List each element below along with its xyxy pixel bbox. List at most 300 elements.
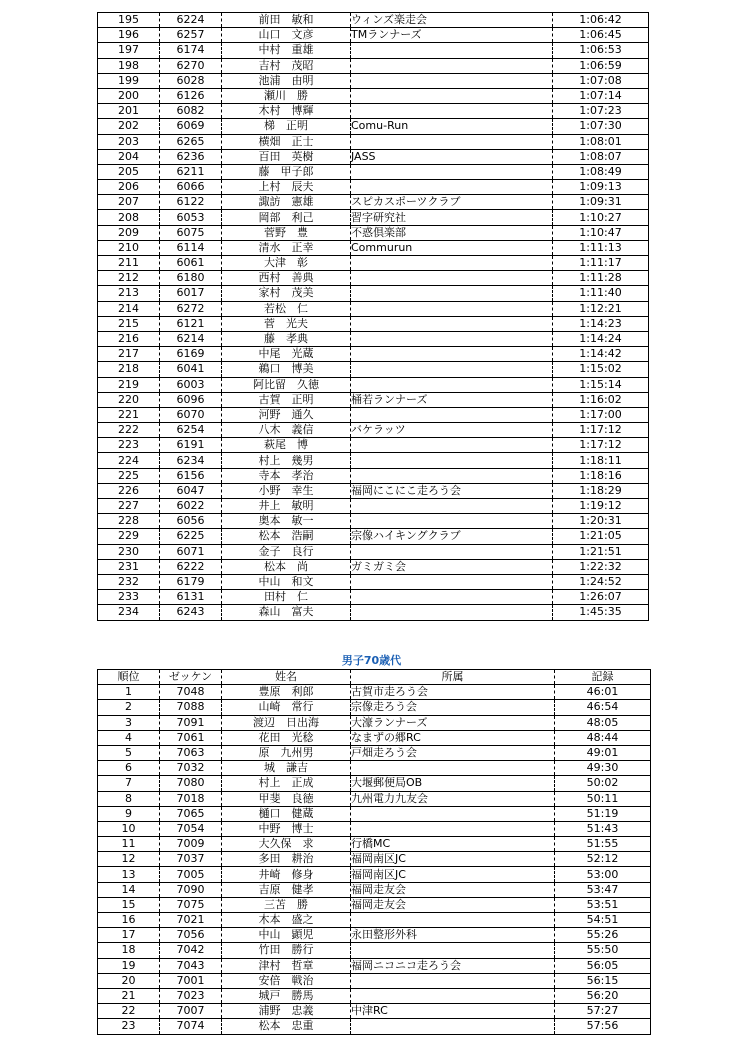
name-cell: 田村 仁 <box>222 590 351 605</box>
rank-cell: 201 <box>98 104 160 119</box>
name-cell: 金子 良行 <box>222 544 351 559</box>
time-cell: 1:14:42 <box>553 347 649 362</box>
name-cell: 安倍 戦治 <box>222 973 351 988</box>
table-row <box>98 1019 651 1034</box>
bib-cell: 6028 <box>160 73 222 88</box>
club-cell: Commurun <box>351 240 553 255</box>
club-cell <box>351 499 553 514</box>
time-cell: 1:26:07 <box>553 590 649 605</box>
name-cell: 八木 義信 <box>222 423 351 438</box>
table-row <box>98 210 649 225</box>
club-cell: 福岡走友会 <box>351 897 555 912</box>
name-cell: 木村 博輝 <box>222 104 351 119</box>
time-cell: 50:11 <box>555 791 651 806</box>
name-cell: 三苫 勝 <box>222 897 351 912</box>
club-cell: 大濠ランナーズ <box>351 715 555 730</box>
club-cell: ウィンズ楽走会 <box>351 13 553 28</box>
table-row <box>98 104 649 119</box>
table-row <box>98 43 649 58</box>
table-row <box>98 761 651 776</box>
bib-cell: 6071 <box>160 544 222 559</box>
name-cell: 瀬川 勝 <box>222 88 351 103</box>
bib-cell: 6243 <box>160 605 222 620</box>
club-cell <box>351 104 553 119</box>
rank-cell: 23 <box>98 1019 160 1034</box>
name-cell: 樋口 健蔵 <box>222 806 351 821</box>
bib-cell: 6191 <box>160 438 222 453</box>
time-cell: 1:06:42 <box>553 13 649 28</box>
club-cell <box>351 301 553 316</box>
name-cell: 村上 正成 <box>222 776 351 791</box>
rank-cell: 207 <box>98 195 160 210</box>
rank-cell: 11 <box>98 837 160 852</box>
rank-cell: 17 <box>98 928 160 943</box>
rank-cell: 10 <box>98 821 160 836</box>
table-row <box>98 58 649 73</box>
time-cell: 52:12 <box>555 852 651 867</box>
rank-cell: 198 <box>98 58 160 73</box>
rank-cell: 22 <box>98 1004 160 1019</box>
results-table-continued <box>97 12 649 621</box>
club-cell <box>351 73 553 88</box>
name-cell: 前田 敏和 <box>222 13 351 28</box>
club-cell <box>351 134 553 149</box>
name-cell: 多田 耕治 <box>222 852 351 867</box>
name-cell: 菅 光夫 <box>222 316 351 331</box>
table-row <box>98 286 649 301</box>
bib-cell: 6061 <box>160 256 222 271</box>
time-cell: 1:09:31 <box>553 195 649 210</box>
rank-cell: 13 <box>98 867 160 882</box>
time-cell: 46:54 <box>555 700 651 715</box>
club-cell <box>351 407 553 422</box>
rank-cell: 227 <box>98 499 160 514</box>
time-cell: 1:21:05 <box>553 529 649 544</box>
header-time: 記録 <box>555 670 651 685</box>
table-row <box>98 791 651 806</box>
table-row <box>98 377 649 392</box>
time-cell: 55:26 <box>555 928 651 943</box>
bib-cell: 6017 <box>160 286 222 301</box>
rank-cell: 225 <box>98 468 160 483</box>
name-cell: 鵜口 博美 <box>222 362 351 377</box>
table-row <box>98 867 651 882</box>
time-cell: 1:18:11 <box>553 453 649 468</box>
time-cell: 56:20 <box>555 988 651 1003</box>
table-row <box>98 88 649 103</box>
rank-cell: 214 <box>98 301 160 316</box>
name-cell: 萩尾 博 <box>222 438 351 453</box>
time-cell: 50:02 <box>555 776 651 791</box>
time-cell: 1:16:02 <box>553 392 649 407</box>
table-row <box>98 544 649 559</box>
name-cell: 諏訪 憲雄 <box>222 195 351 210</box>
rank-cell: 18 <box>98 943 160 958</box>
rank-cell: 220 <box>98 392 160 407</box>
time-cell: 1:07:08 <box>553 73 649 88</box>
time-cell: 1:14:24 <box>553 331 649 346</box>
rank-cell: 216 <box>98 331 160 346</box>
club-cell: 桶若ランナーズ <box>351 392 553 407</box>
club-cell <box>351 43 553 58</box>
bib-cell: 6265 <box>160 134 222 149</box>
bib-cell: 6075 <box>160 225 222 240</box>
rank-cell: 203 <box>98 134 160 149</box>
name-cell: 中尾 光蔵 <box>222 347 351 362</box>
time-cell: 1:17:12 <box>553 423 649 438</box>
bib-cell: 7037 <box>160 852 222 867</box>
rank-cell: 233 <box>98 590 160 605</box>
time-cell: 51:55 <box>555 837 651 852</box>
name-cell: 大久保 求 <box>222 837 351 852</box>
time-cell: 1:19:12 <box>553 499 649 514</box>
table-row <box>98 605 649 620</box>
club-cell <box>351 331 553 346</box>
rank-cell: 211 <box>98 256 160 271</box>
club-cell: 古賀市走ろう会 <box>351 685 555 700</box>
club-cell <box>351 1019 555 1034</box>
time-cell: 1:06:45 <box>553 28 649 43</box>
club-cell: 福岡走友会 <box>351 882 555 897</box>
time-cell: 1:24:52 <box>553 574 649 589</box>
table-row <box>98 700 651 715</box>
table-row <box>98 685 651 700</box>
rank-cell: 224 <box>98 453 160 468</box>
time-cell: 46:01 <box>555 685 651 700</box>
time-cell: 57:27 <box>555 1004 651 1019</box>
bib-cell: 6041 <box>160 362 222 377</box>
bib-cell: 7043 <box>160 958 222 973</box>
club-cell <box>351 973 555 988</box>
bib-cell: 7023 <box>160 988 222 1003</box>
bib-cell: 7042 <box>160 943 222 958</box>
bib-cell: 7075 <box>160 897 222 912</box>
table-row <box>98 574 649 589</box>
table-row <box>98 301 649 316</box>
name-cell: 百田 英樹 <box>222 149 351 164</box>
table-row <box>98 928 651 943</box>
rank-cell: 15 <box>98 897 160 912</box>
table-row <box>98 958 651 973</box>
time-cell: 1:06:53 <box>553 43 649 58</box>
bib-cell: 6222 <box>160 559 222 574</box>
club-cell <box>351 514 553 529</box>
rank-cell: 195 <box>98 13 160 28</box>
bib-cell: 7091 <box>160 715 222 730</box>
club-cell <box>351 943 555 958</box>
rank-cell: 229 <box>98 529 160 544</box>
name-cell: 池浦 由明 <box>222 73 351 88</box>
table-row <box>98 225 649 240</box>
club-cell: 宗像ハイキングクラブ <box>351 529 553 544</box>
rank-cell: 208 <box>98 210 160 225</box>
table-row <box>98 423 649 438</box>
rank-cell: 204 <box>98 149 160 164</box>
table-row <box>98 271 649 286</box>
time-cell: 1:08:01 <box>553 134 649 149</box>
time-cell: 1:45:35 <box>553 605 649 620</box>
name-cell: 上村 辰夫 <box>222 180 351 195</box>
time-cell: 57:56 <box>555 1019 651 1034</box>
results-table-body <box>98 670 651 1035</box>
name-cell: 豊原 利郎 <box>222 685 351 700</box>
table-row <box>98 913 651 928</box>
bib-cell: 7009 <box>160 837 222 852</box>
club-cell: 福岡ニコニコ走ろう会 <box>351 958 555 973</box>
rank-cell: 223 <box>98 438 160 453</box>
bib-cell: 6270 <box>160 58 222 73</box>
bib-cell: 6066 <box>160 180 222 195</box>
name-cell: 奥本 敏一 <box>222 514 351 529</box>
name-cell: 吉村 茂昭 <box>222 58 351 73</box>
time-cell: 1:07:30 <box>553 119 649 134</box>
table-row <box>98 776 651 791</box>
club-cell <box>351 574 553 589</box>
table-row <box>98 149 649 164</box>
results-table-body <box>98 13 649 621</box>
rank-cell: 4 <box>98 730 160 745</box>
club-cell <box>351 453 553 468</box>
bib-cell: 6069 <box>160 119 222 134</box>
rank-cell: 202 <box>98 119 160 134</box>
rank-cell: 3 <box>98 715 160 730</box>
section-title: 男子70歳代 <box>341 654 402 667</box>
club-cell <box>351 761 555 776</box>
table-row <box>98 590 649 605</box>
bib-cell: 6254 <box>160 423 222 438</box>
rank-cell: 232 <box>98 574 160 589</box>
name-cell: 中野 博士 <box>222 821 351 836</box>
time-cell: 1:17:00 <box>553 407 649 422</box>
club-cell <box>351 271 553 286</box>
time-cell: 53:51 <box>555 897 651 912</box>
bib-cell: 6003 <box>160 377 222 392</box>
table-row <box>98 988 651 1003</box>
bib-cell: 6211 <box>160 164 222 179</box>
rank-cell: 197 <box>98 43 160 58</box>
bib-cell: 7063 <box>160 745 222 760</box>
bib-cell: 6070 <box>160 407 222 422</box>
rank-cell: 2 <box>98 700 160 715</box>
name-cell: 中村 重雄 <box>222 43 351 58</box>
table-row <box>98 362 649 377</box>
name-cell: 小野 幸生 <box>222 483 351 498</box>
name-cell: 村上 幾男 <box>222 453 351 468</box>
bib-cell: 6179 <box>160 574 222 589</box>
table-row <box>98 483 649 498</box>
rank-cell: 210 <box>98 240 160 255</box>
bib-cell: 6122 <box>160 195 222 210</box>
table-row <box>98 882 651 897</box>
table-row <box>98 73 649 88</box>
name-cell: 城戸 勝馬 <box>222 988 351 1003</box>
bib-cell: 7032 <box>160 761 222 776</box>
time-cell: 48:05 <box>555 715 651 730</box>
name-cell: 梯 正明 <box>222 119 351 134</box>
club-cell <box>351 988 555 1003</box>
time-cell: 55:50 <box>555 943 651 958</box>
rank-cell: 221 <box>98 407 160 422</box>
bib-cell: 6234 <box>160 453 222 468</box>
table-row <box>98 852 651 867</box>
table-row <box>98 468 649 483</box>
name-cell: 大津 彰 <box>222 256 351 271</box>
name-cell: 浦野 忠義 <box>222 1004 351 1019</box>
name-cell: 甲斐 良徳 <box>222 791 351 806</box>
bib-cell: 7056 <box>160 928 222 943</box>
header-name: 姓名 <box>222 670 351 685</box>
rank-cell: 8 <box>98 791 160 806</box>
time-cell: 48:44 <box>555 730 651 745</box>
bib-cell: 6224 <box>160 13 222 28</box>
table-row <box>98 134 649 149</box>
time-cell: 1:20:31 <box>553 514 649 529</box>
table-row <box>98 119 649 134</box>
bib-cell: 6174 <box>160 43 222 58</box>
time-cell: 1:21:51 <box>553 544 649 559</box>
bib-cell: 6225 <box>160 529 222 544</box>
table-row <box>98 559 649 574</box>
bib-cell: 6236 <box>160 149 222 164</box>
bib-cell: 7001 <box>160 973 222 988</box>
name-cell: 菅野 豊 <box>222 225 351 240</box>
bib-cell: 6056 <box>160 514 222 529</box>
rank-cell: 213 <box>98 286 160 301</box>
bib-cell: 6156 <box>160 468 222 483</box>
club-cell <box>351 806 555 821</box>
club-cell <box>351 913 555 928</box>
time-cell: 1:11:17 <box>553 256 649 271</box>
time-cell: 53:00 <box>555 867 651 882</box>
rank-cell: 1 <box>98 685 160 700</box>
time-cell: 1:22:32 <box>553 559 649 574</box>
header-club: 所属 <box>351 670 555 685</box>
table-row <box>98 730 651 745</box>
table-row <box>98 438 649 453</box>
table-header-row <box>98 670 651 685</box>
name-cell: 渡辺 日出海 <box>222 715 351 730</box>
time-cell: 1:15:14 <box>553 377 649 392</box>
club-cell <box>351 438 553 453</box>
rank-cell: 234 <box>98 605 160 620</box>
name-cell: 森山 富夫 <box>222 605 351 620</box>
header-rank: 順位 <box>98 670 160 685</box>
club-cell: なまずの郷RC <box>351 730 555 745</box>
table-row <box>98 316 649 331</box>
name-cell: 家村 茂美 <box>222 286 351 301</box>
table-row <box>98 1004 651 1019</box>
rank-cell: 222 <box>98 423 160 438</box>
bib-cell: 7005 <box>160 867 222 882</box>
table-row <box>98 943 651 958</box>
bib-cell: 6082 <box>160 104 222 119</box>
club-cell: Comu-Run <box>351 119 553 134</box>
bib-cell: 6131 <box>160 590 222 605</box>
table-row <box>98 973 651 988</box>
rank-cell: 226 <box>98 483 160 498</box>
bib-cell: 6169 <box>160 347 222 362</box>
time-cell: 1:15:02 <box>553 362 649 377</box>
time-cell: 1:10:27 <box>553 210 649 225</box>
bib-cell: 7074 <box>160 1019 222 1034</box>
time-cell: 1:17:12 <box>553 438 649 453</box>
bib-cell: 6114 <box>160 240 222 255</box>
table-row <box>98 180 649 195</box>
bib-cell: 7018 <box>160 791 222 806</box>
club-cell: 福岡にこにこ走ろう会 <box>351 483 553 498</box>
rank-cell: 230 <box>98 544 160 559</box>
name-cell: 松本 浩嗣 <box>222 529 351 544</box>
name-cell: 井崎 修身 <box>222 867 351 882</box>
club-cell: 中津RC <box>351 1004 555 1019</box>
bib-cell: 7065 <box>160 806 222 821</box>
bib-cell: 6214 <box>160 331 222 346</box>
club-cell <box>351 286 553 301</box>
name-cell: 竹田 勝行 <box>222 943 351 958</box>
time-cell: 51:19 <box>555 806 651 821</box>
table-row <box>98 514 649 529</box>
bib-cell: 6180 <box>160 271 222 286</box>
rank-cell: 218 <box>98 362 160 377</box>
rank-cell: 9 <box>98 806 160 821</box>
time-cell: 1:07:14 <box>553 88 649 103</box>
name-cell: 山崎 常行 <box>222 700 351 715</box>
club-cell <box>351 544 553 559</box>
bib-cell: 7021 <box>160 913 222 928</box>
time-cell: 53:47 <box>555 882 651 897</box>
name-cell: 藤 甲子郎 <box>222 164 351 179</box>
club-cell <box>351 316 553 331</box>
bib-cell: 7080 <box>160 776 222 791</box>
club-cell <box>351 347 553 362</box>
club-cell: 宗像走ろう会 <box>351 700 555 715</box>
bib-cell: 7007 <box>160 1004 222 1019</box>
table-row <box>98 240 649 255</box>
table-row <box>98 837 651 852</box>
club-cell: 大堰郵便局OB <box>351 776 555 791</box>
table-row <box>98 407 649 422</box>
rank-cell: 199 <box>98 73 160 88</box>
club-cell: TMランナーズ <box>351 28 553 43</box>
name-cell: 藤 孝典 <box>222 331 351 346</box>
club-cell <box>351 180 553 195</box>
bib-cell: 7048 <box>160 685 222 700</box>
club-cell <box>351 58 553 73</box>
table-row <box>98 453 649 468</box>
club-cell <box>351 88 553 103</box>
club-cell <box>351 164 553 179</box>
table-row <box>98 806 651 821</box>
name-cell: 吉原 健孝 <box>222 882 351 897</box>
time-cell: 1:06:59 <box>553 58 649 73</box>
bib-cell: 6096 <box>160 392 222 407</box>
rank-cell: 206 <box>98 180 160 195</box>
club-cell: ガミガミ会 <box>351 559 553 574</box>
bib-cell: 6272 <box>160 301 222 316</box>
table-row <box>98 529 649 544</box>
club-cell: 行橋MC <box>351 837 555 852</box>
club-cell: 福岡南区JC <box>351 852 555 867</box>
bib-cell: 6121 <box>160 316 222 331</box>
rank-cell: 7 <box>98 776 160 791</box>
table-row <box>98 28 649 43</box>
table-row <box>98 347 649 362</box>
name-cell: 松本 尚 <box>222 559 351 574</box>
name-cell: 古賀 正明 <box>222 392 351 407</box>
club-cell <box>351 468 553 483</box>
name-cell: 阿比留 久徳 <box>222 377 351 392</box>
table-row <box>98 164 649 179</box>
